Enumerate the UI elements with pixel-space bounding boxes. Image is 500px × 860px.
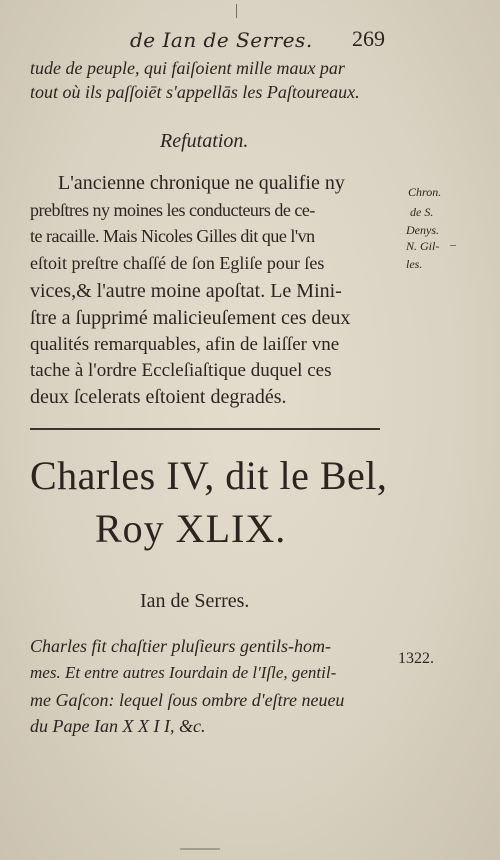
margin-note: les. (406, 257, 423, 271)
section-heading: Refutation. (160, 130, 249, 152)
ink-mark (450, 245, 456, 246)
text-line: ſtre a ſupprimé malicieuſement ces deux (30, 307, 351, 329)
text-line: L'ancienne chronique ne qualifie ny (58, 172, 345, 194)
text-line: mes. Et entre autres Iourdain de l'Iſle, gentil- (30, 663, 337, 682)
margin-note: de S. (410, 205, 434, 219)
page-number: 269 (352, 26, 385, 51)
chapter-title-line1: Charles IV, dit le Bel, (30, 453, 388, 498)
text-line: te racaille. Mais Nicoles Gilles dit que l'vn (30, 226, 315, 246)
text-line: du Pape Ian X X I I, &c. (30, 716, 206, 736)
horizontal-rule (30, 428, 380, 430)
ink-mark (180, 848, 220, 850)
margin-year: 1322. (398, 650, 434, 667)
text-line: tude de peuple, qui faiſoient mille maux par (30, 58, 345, 78)
ink-mark (236, 4, 237, 18)
margin-note: Denys. (406, 223, 439, 237)
running-title: de Ian de Serres. (130, 28, 313, 52)
chapter-title-line2: Roy XLIX. (95, 506, 287, 551)
text-line: tache à l'ordre Eccleſiaſtique duquel ces (30, 360, 332, 381)
text-line: eſtoit preſtre chaſſé de ſon Egliſe pour ſes (30, 253, 325, 273)
text-line: vices,& l'autre moine apoſtat. Le Mini- (30, 280, 342, 302)
text-line: me Gaſcon: lequel ſous ombre d'eſtre neueu (30, 690, 345, 710)
text-line: deux ſcelerats eſtoient degradés. (30, 386, 287, 408)
text-line: qualités remarquables, afin de laiſſer vne (30, 334, 340, 355)
text-line: tout où ils paſſoiēt s'appellās les Paſtoureaux. (30, 82, 360, 102)
margin-note: Chron. (408, 185, 442, 199)
margin-note: N. Gil- (406, 239, 440, 253)
text-line: prebſtres ny moines les conducteurs de ce- (30, 200, 315, 220)
text-line: Charles fit chaſtier pluſieurs gentils-hom- (30, 636, 331, 656)
author-name: Ian de Serres. (140, 590, 250, 612)
